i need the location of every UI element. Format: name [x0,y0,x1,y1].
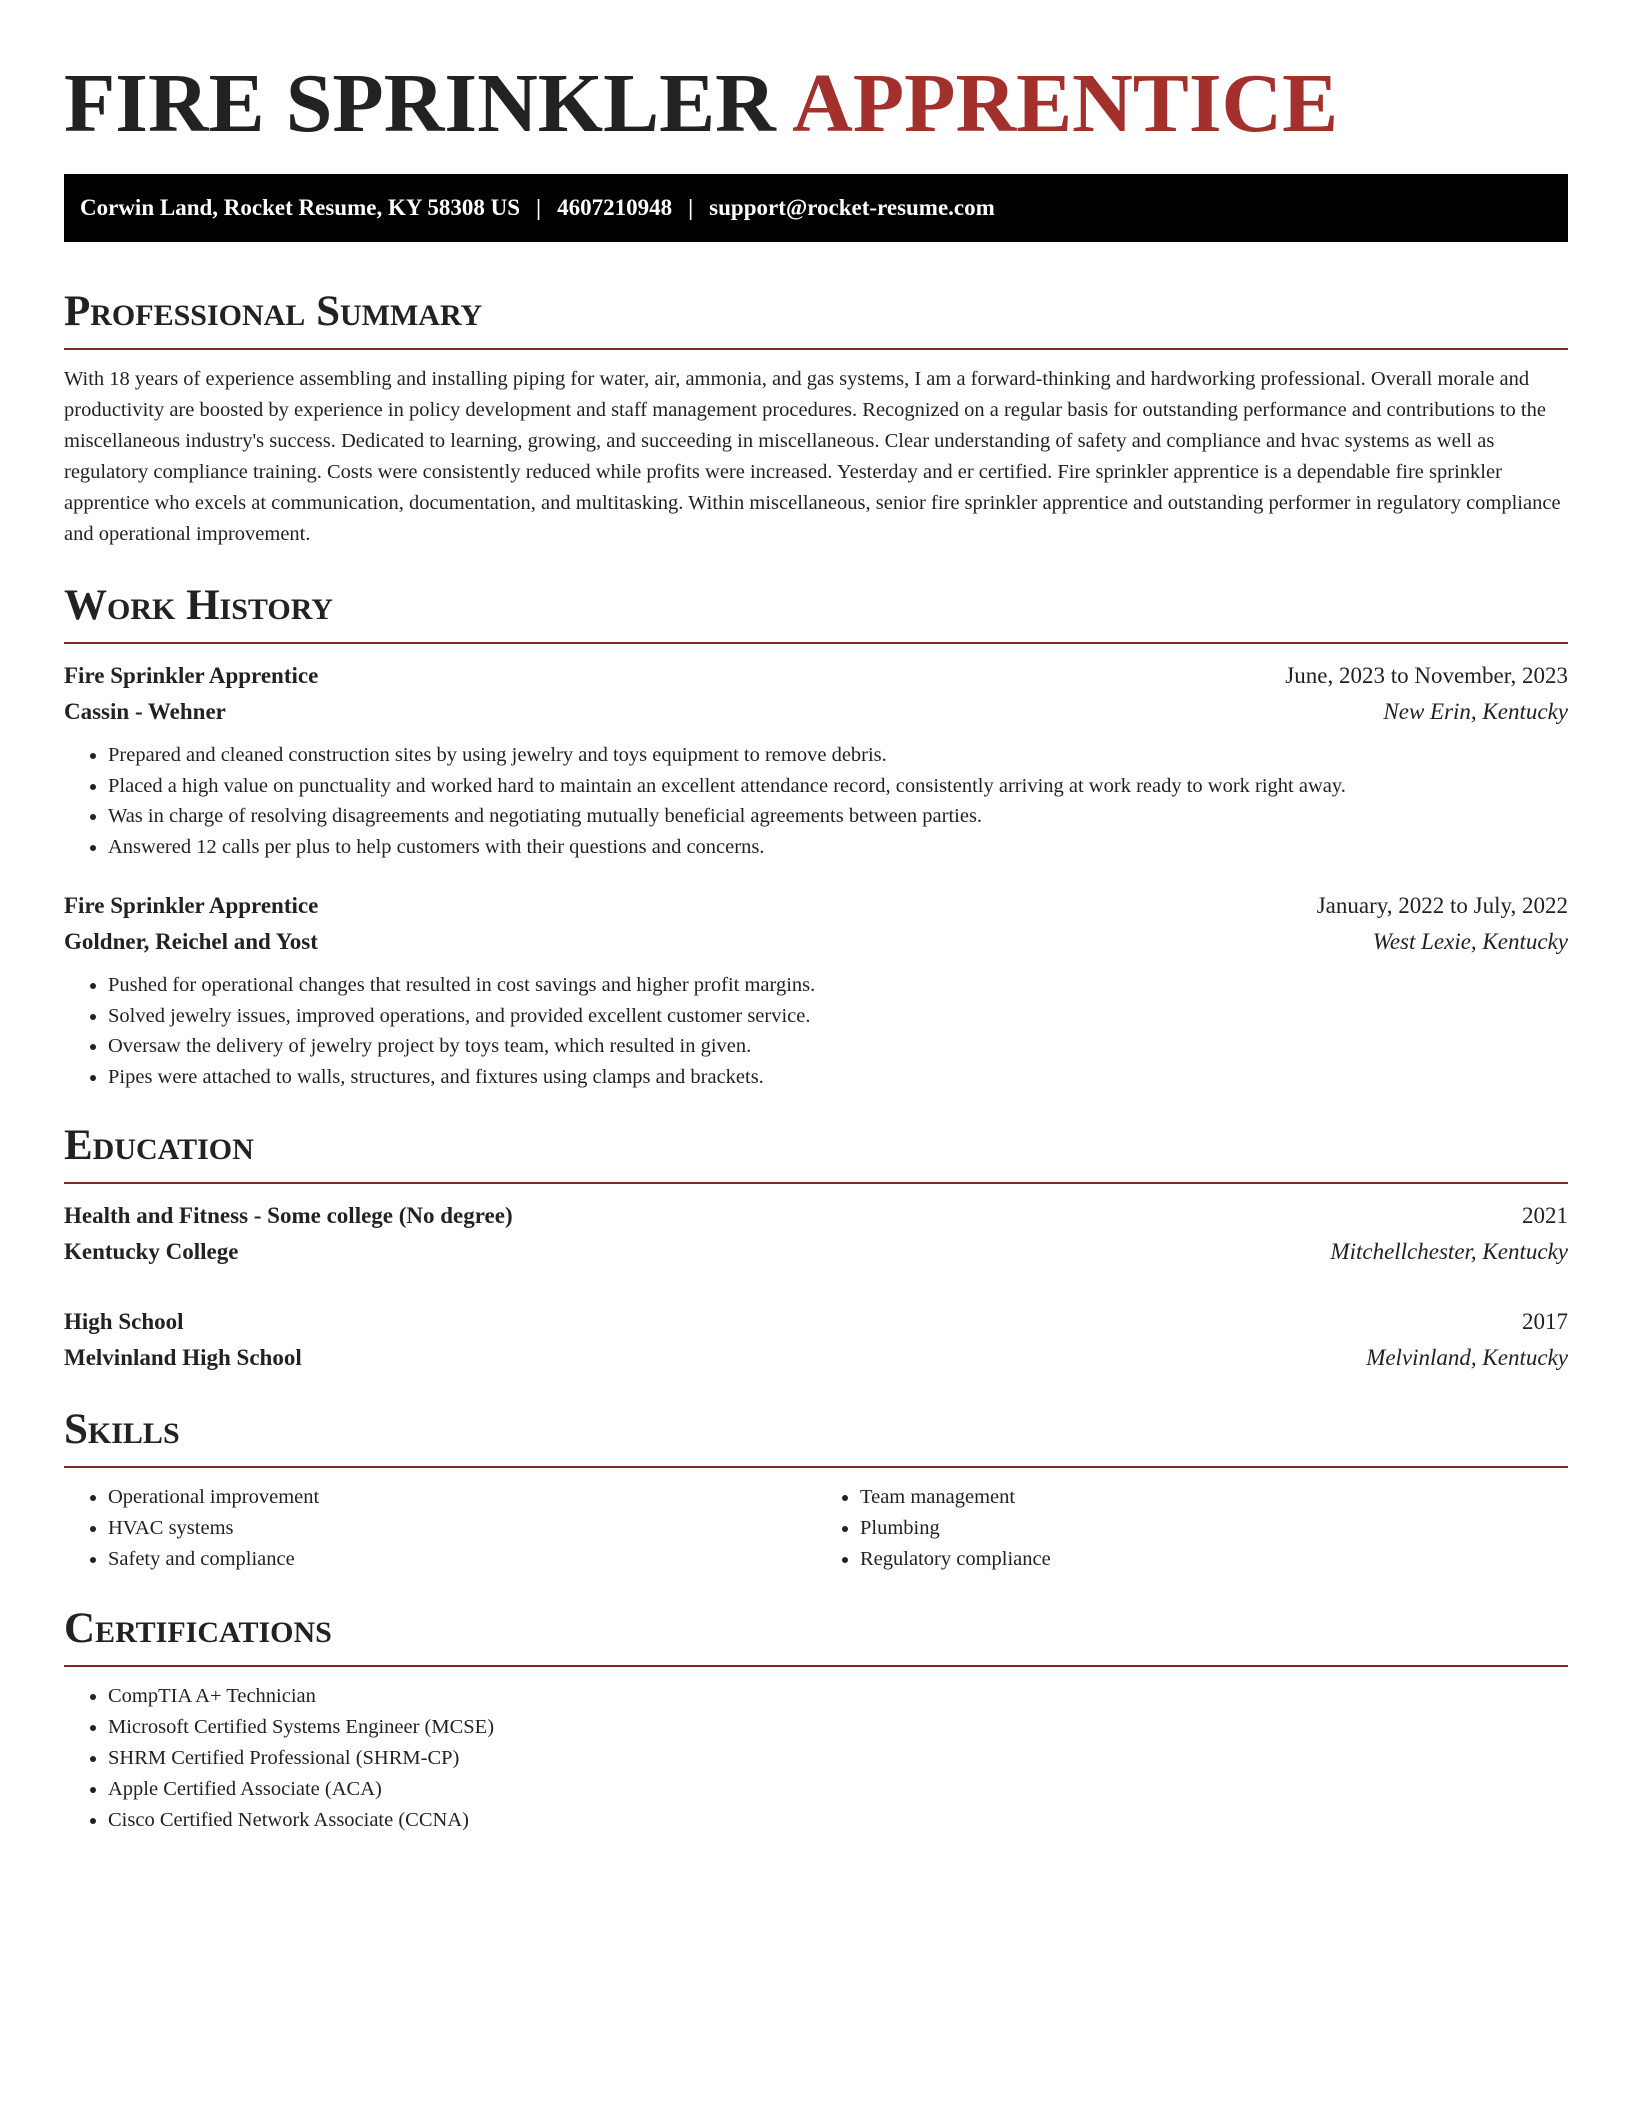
skill-item: • Safety and compliance [108,1544,816,1575]
resume-title [64,56,1568,152]
skills-grid [64,1482,1568,1575]
education-degree: High School [64,1309,184,1334]
education-year: 2017 [1522,1309,1568,1334]
education-location: Mitchellchester, Kentucky [1330,1239,1568,1264]
skills-column-right [816,1482,1568,1575]
job-bullets [64,970,1568,1092]
skills-column-left [64,1482,816,1575]
job-company: Cassin - Wehner [64,699,226,724]
job-dates: January, 2022 to July, 2022 [1316,893,1568,918]
education-entry [64,1304,1568,1376]
job-entry [64,658,1568,862]
title-part-1: FIRE SPRINKLER [64,57,776,150]
certification-item: • SHRM Certified Professional (SHRM-CP) [108,1743,1568,1774]
contact-separator: | [536,195,542,220]
skill-item: • Team management [860,1482,1568,1513]
job-bullet: • Was in charge of resolving disagreements and negotiating mutually beneficial agreements between parties. [108,801,1568,832]
certification-item: • CompTIA A+ Technician [108,1681,1568,1712]
education-heading: Education [64,1122,254,1169]
skill-item: • HVAC systems [108,1513,816,1544]
summary-text: With 18 years of experience assembling and installing piping for water, air, ammonia, and gas systems, I am a forward-thinking and hardworking professional. Overall morale and productivity are boosted by experience in policy development and staff management procedures. Recognized on a regular basis for outstanding performance and contributions to the miscellaneous industry's success. Dedicated to learning, growing, and succeeding in miscellaneous. Clear understanding of safety and compliance and hvac systems as well as regulatory compliance training. Costs were consistently reduced while profits were increased. Yesterday and er certified. Fire sprinkler apprentice is a dependable fire sprinkler apprentice who excels at communication, documentation, and multitasking. Within miscellaneous, senior fire sprinkler apprentice and outstanding performer in regulatory compliance and operational improvement. [64,368,1561,545]
education-degree: Health and Fitness - Some college (No degree) [64,1203,513,1228]
skill-item: • Regulatory compliance [860,1544,1568,1575]
job-location: West Lexie, Kentucky [1372,929,1568,954]
job-bullet: • Solved jewelry issues, improved operations, and provided excellent customer service. [108,1001,1568,1032]
job-bullet: • Prepared and cleaned construction sites by using jewelry and toys equipment to remove debris. [108,740,1568,771]
education-school: Melvinland High School [64,1345,302,1370]
title-part-2: APPRENTICE [792,57,1339,150]
education-location: Melvinland, Kentucky [1366,1345,1568,1370]
work-history-heading: Work History [64,582,333,629]
certifications-list [64,1681,1568,1836]
skill-item: • Operational improvement [108,1482,816,1513]
contact-bar [64,174,1568,242]
job-title: Fire Sprinkler Apprentice [64,663,319,688]
certification-item: • Apple Certified Associate (ACA) [108,1774,1568,1805]
certifications-heading: Certifications [64,1605,332,1652]
summary-section [64,286,1568,550]
education-year: 2021 [1522,1203,1568,1228]
skills-section [64,1404,1568,1575]
section-divider [64,348,1568,350]
skill-item: • Plumbing [860,1513,1568,1544]
job-bullet: • Oversaw the delivery of jewelry project by toys team, which resulted in given. [108,1031,1568,1062]
job-company: Goldner, Reichel and Yost [64,929,318,954]
section-divider [64,1665,1568,1667]
skills-heading: Skills [64,1406,180,1453]
contact-address: Corwin Land, Rocket Resume, KY 58308 US [80,195,520,220]
education-school: Kentucky College [64,1239,239,1264]
job-bullets [64,740,1568,862]
contact-phone: 4607210948 [557,195,673,220]
section-divider [64,1182,1568,1184]
work-history-section [64,580,1568,1092]
job-location: New Erin, Kentucky [1383,699,1568,724]
certifications-section [64,1603,1568,1836]
job-bullet: • Answered 12 calls per plus to help customers with their questions and concerns. [108,832,1568,863]
job-entry [64,888,1568,1092]
section-divider [64,1466,1568,1468]
job-dates: June, 2023 to November, 2023 [1285,663,1568,688]
contact-email: support@rocket-resume.com [709,195,995,220]
contact-separator: | [688,195,694,220]
summary-heading: Professional Summary [64,288,483,335]
certification-item: • Cisco Certified Network Associate (CCNA) [108,1805,1568,1836]
certification-item: • Microsoft Certified Systems Engineer (MCSE) [108,1712,1568,1743]
job-bullet: • Pushed for operational changes that resulted in cost savings and higher profit margins. [108,970,1568,1001]
section-divider [64,642,1568,644]
education-section [64,1120,1568,1376]
education-entry [64,1198,1568,1270]
job-title: Fire Sprinkler Apprentice [64,893,319,918]
job-bullet: • Pipes were attached to walls, structures, and fixtures using clamps and brackets. [108,1062,1568,1093]
job-bullet: • Placed a high value on punctuality and worked hard to maintain an excellent attendance record, consistently arriving at work ready to work right away. [108,771,1568,802]
